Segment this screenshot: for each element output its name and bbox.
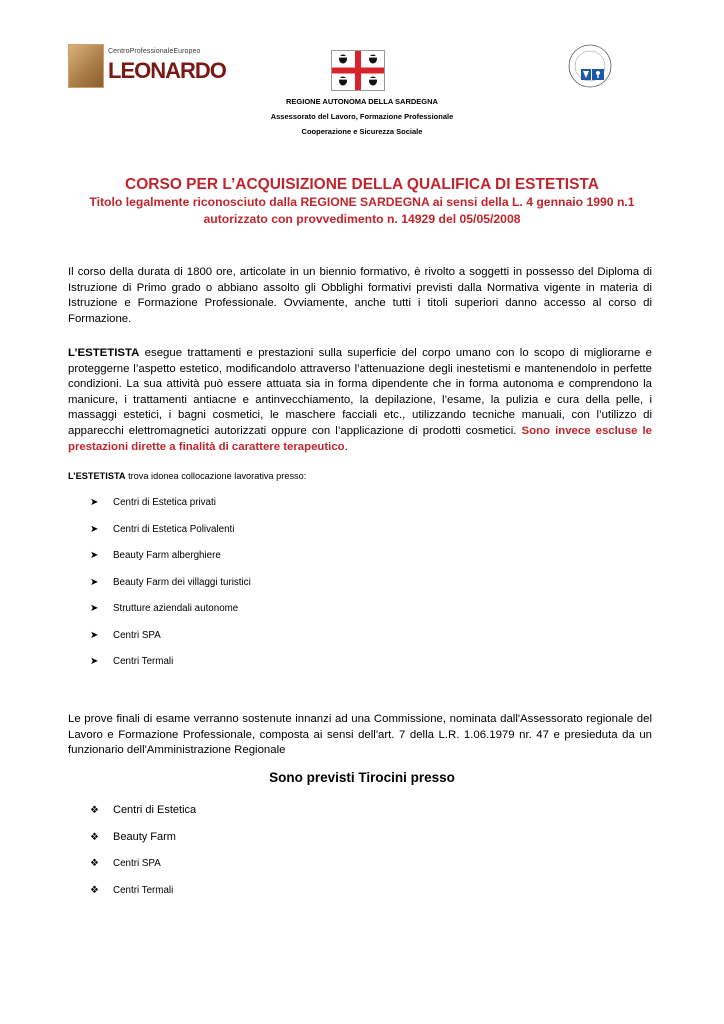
list-item <box>90 831 176 845</box>
list-item <box>90 858 161 872</box>
course-subtitle-1: Titolo legalmente riconosciuto dalla REGIONE SARDEGNA ai sensi della L. 4 gennaio 1990 n.1 <box>89 195 635 209</box>
diamond-bullet-icon: ❖ <box>90 858 99 869</box>
exclusion-end: . <box>344 440 348 453</box>
arrow-bullet-icon: ➤ <box>90 656 99 667</box>
collocazione-lead: L’ESTETISTA <box>68 471 126 481</box>
arrow-bullet-icon: ➤ <box>90 497 99 508</box>
list-item <box>90 550 221 564</box>
list-item-label: Centri di Estetica Polivalenti <box>113 524 235 535</box>
list-item <box>90 524 234 538</box>
arrow-bullet-icon: ➤ <box>90 603 99 614</box>
list-item-label: Centri di Estetica privati <box>113 497 216 508</box>
estetista-body: esegue trattamenti e prestazioni sulla superficie del corpo umano con lo scopo di migliorarne e proteggerne l’aspetto estetico, modificandolo attraverso l’attenuazione degli inestetismi e mantenendolo in perfette condizioni. La sua attività può essere attuata sia in forma dipendente che in forma autonoma e comprendono la manicure, i trattamenti antiacne e antinvecchiamento, la depilazione, l’esame, la pulizia e cura della pelle, i massaggi estetici, i bagni cosmetici, le maschere facciali etc., utilizzando tecniche manuali, con l’utilizzo di apparecchi elettromagnetici autorizzati oppure con l’applicazione di prodotti cosmetici. <box>68 347 652 437</box>
estetista-lead: L’ESTETISTA <box>68 347 140 359</box>
arrow-bullet-icon: ➤ <box>90 577 99 588</box>
logo-title: LEONARDO <box>108 58 226 83</box>
list-item <box>90 885 173 899</box>
list-item-label: Beauty Farm alberghiere <box>113 550 221 561</box>
arrow-bullet-icon: ➤ <box>90 524 99 535</box>
centro-leonardo-logo <box>68 44 226 88</box>
intro-paragraph: Il corso della durata di 1800 ore, articolate in un biennio formativo, è rivolto a soggetti in possesso del Diploma di Istruzione di Primo grado o abbiano assolto gli Obblighi formativi previsti dalla Normativa vigente in materia di Istruzione e Formazione Professionale. Ovviamente, anche tutti i titoli superiori danno accesso al corso di Formazione. <box>68 266 652 325</box>
list-item <box>90 603 238 617</box>
list-item-label: Centri Termali <box>113 656 174 667</box>
diamond-bullet-icon: ❖ <box>90 805 99 816</box>
region-name: REGIONE AUTONOMA DELLA SARDEGNA <box>286 97 438 106</box>
esame-paragraph: Le prove finali di esame verranno sostenute innanzi ad una Commissione, nominata dall'Assessorato regionale del Lavoro e Formazione Professionale, composta ai sensi dell'art. 7 della L.R. 1.06.1979 nr. 47 e presieduta da un funzionario dell'Amministrazione Regionale <box>68 713 652 757</box>
leonardo-portrait-icon <box>68 44 104 88</box>
list-item-label: Centri SPA <box>113 630 161 641</box>
list-item <box>90 656 173 670</box>
course-subtitle-2: autorizzato con provvedimento n. 14929 del 05/05/2008 <box>203 212 521 226</box>
exclusion-note: Sono invece escluse le prestazioni dirette a finalità di carattere terapeutico <box>68 424 652 453</box>
collocazione-line <box>68 471 306 481</box>
list-item-label: Beauty Farm <box>113 831 176 843</box>
course-title: CORSO PER L’ACQUISIZIONE DELLA QUALIFICA DI ESTETISTA <box>125 176 599 193</box>
list-item <box>90 497 216 511</box>
list-item-label: Centri SPA <box>113 858 161 869</box>
list-item-label: Strutture aziendali autonome <box>113 603 239 614</box>
arrow-bullet-icon: ➤ <box>90 550 99 561</box>
collocazione-text: trova idonea collocazione lavorativa presso: <box>125 471 307 481</box>
diamond-bullet-icon: ❖ <box>90 885 99 896</box>
sardinia-flag-icon <box>331 50 385 91</box>
logo-subtitle: CentroProfessionaleEuropeo <box>108 48 201 55</box>
list-item-label: Centri di Estetica <box>113 804 197 816</box>
department-name: Cooperazione e Sicurezza Sociale <box>301 127 423 136</box>
list-item-label: Centri Termali <box>113 885 174 896</box>
list-item <box>90 630 161 644</box>
tirocini-heading: Sono previsti Tirocini presso <box>269 770 455 785</box>
estetista-paragraph <box>68 346 652 455</box>
list-item-label: Beauty Farm dei villaggi turistici <box>113 577 251 588</box>
assessorato-name: Assessorato del Lavoro, Formazione Professionale <box>270 112 454 121</box>
list-item <box>90 804 196 818</box>
list-item <box>90 577 251 591</box>
diamond-bullet-icon: ❖ <box>90 832 99 843</box>
arrow-bullet-icon: ➤ <box>90 630 99 641</box>
quality-certification-logo <box>566 42 622 90</box>
